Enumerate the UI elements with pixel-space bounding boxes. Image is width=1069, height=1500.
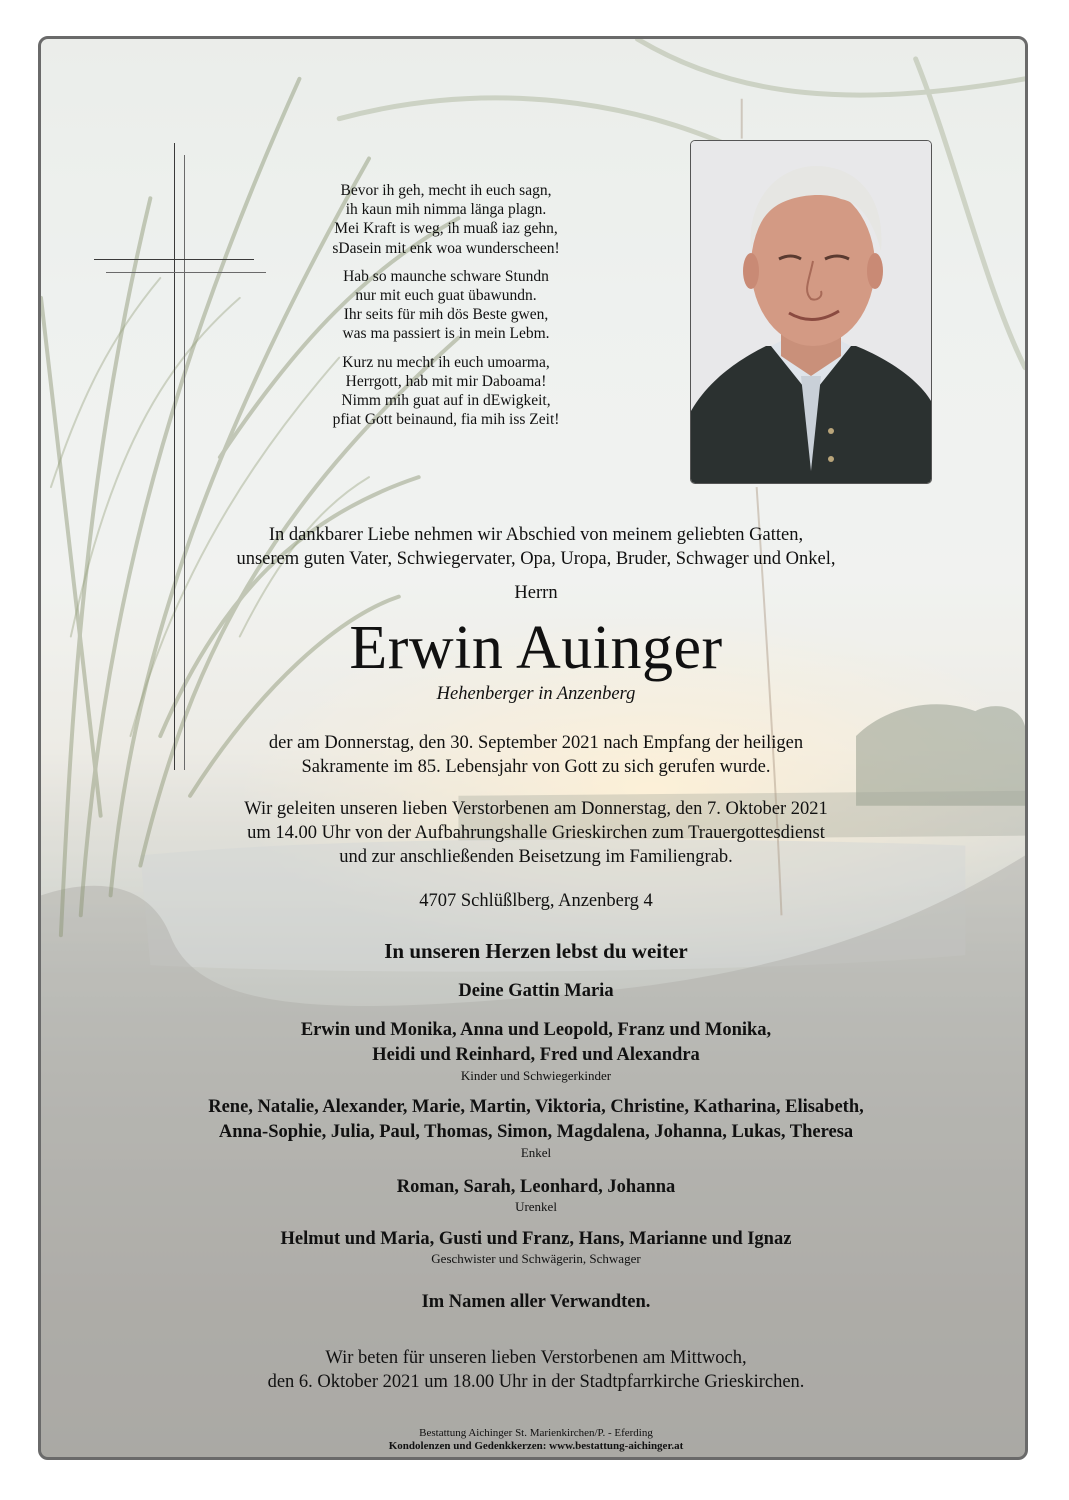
grandchildren-label: Enkel — [520, 1145, 552, 1160]
poem-line: nur mit euch guat übawundn. — [355, 287, 537, 305]
portrait-illustration — [691, 141, 931, 483]
intro-text — [41, 523, 1028, 571]
poem-line: Mei Kraft is weg, ih muaß iaz gehn, — [334, 220, 558, 238]
death-notice-line-2: Sakramente im 85. Lebensjahr von Gott zu sich gerufen wurde. — [301, 757, 771, 777]
children-line-1: Erwin und Monika, Anna und Leopold, Franz und Monika, — [300, 1020, 772, 1040]
death-notice-line-1: der am Donnerstag, den 30. September 2021 nach Empfang der heiligen — [268, 733, 804, 753]
poem-stanza-1 — [281, 181, 611, 258]
motto: In unseren Herzen lebst du weiter — [384, 939, 688, 963]
address: 4707 Schlüßlberg, Anzenberg 4 — [419, 891, 653, 911]
grandchildren-line-2: Anna-Sophie, Julia, Paul, Thomas, Simon, Magdalena, Johanna, Lukas, Theresa — [218, 1122, 854, 1142]
funeral-notice-line-2: um 14.00 Uhr von der Aufbahrungshalle Grieskirchen zum Trauergottesdienst — [247, 823, 825, 843]
mourner-wife: Deine Gattin Maria — [458, 981, 614, 1001]
poem-line: sDasein mit enk woa wunderscheen! — [332, 239, 560, 257]
footer-line-1: Bestattung Aichinger St. Marienkirchen/P. - Eferding — [419, 1427, 653, 1439]
mourner-grandchildren — [41, 1095, 1028, 1161]
prayer-notice-line-2: den 6. Oktober 2021 um 18.00 Uhr in der Stadtpfarrkirche Grieskirchen. — [267, 1372, 805, 1392]
poem-line: Bevor ih geh, mecht ih euch sagn, — [340, 182, 552, 199]
great-grandchildren-line: Roman, Sarah, Leonhard, Johanna — [396, 1177, 676, 1197]
footer-line-2: Kondolenzen und Gedenkkerzen: www.bestattung-aichinger.at — [388, 1440, 684, 1452]
cross-horizontal-line — [94, 259, 254, 260]
funeral-notice-line-1: Wir geleiten unseren lieben Verstorbenen am Donnerstag, den 7. Oktober 2021 — [244, 799, 828, 819]
poem-stanza-3 — [281, 353, 611, 430]
poem-line: Herrgott, hab mit mir Daboama! — [345, 372, 547, 390]
poem-line: ih kaun mih nimma länga plagn. — [345, 201, 547, 219]
portrait-photo — [690, 140, 932, 484]
obituary-card — [38, 36, 1028, 1460]
closing-line: Im Namen aller Verwandten. — [421, 1292, 651, 1312]
poem — [281, 181, 611, 438]
grandchildren-line-1: Rene, Natalie, Alexander, Marie, Martin, Viktoria, Christine, Katharina, Elisabeth, — [208, 1097, 864, 1117]
poem-line: Ihr seits für mih dös Beste gwen, — [343, 306, 549, 324]
intro-line-2: unserem guten Vater, Schwiegervater, Opa, Uropa, Bruder, Schwager und Onkel, — [236, 549, 836, 569]
funeral-notice-line-3: und zur anschließenden Beisetzung im Familiengrab. — [339, 847, 733, 867]
salutation: Herrn — [514, 583, 558, 603]
poem-line: Hab so maunche schware Stundn — [343, 267, 549, 285]
cross-horizontal-line-2 — [106, 272, 266, 273]
great-grandchildren-label: Urenkel — [515, 1199, 557, 1214]
deceased-subtitle: Hehenberger in Anzenberg — [436, 684, 636, 704]
intro-line-1: In dankbarer Liebe nehmen wir Abschied von meinem geliebten Gatten, — [268, 525, 804, 545]
funeral-notice — [41, 797, 1028, 869]
poem-stanza-2 — [281, 267, 611, 344]
death-notice — [41, 731, 1028, 779]
siblings-label: Geschwister und Schwägerin, Schwager — [431, 1251, 641, 1266]
prayer-notice-line-1: Wir beten für unseren lieben Verstorbenen am Mittwoch, — [325, 1348, 747, 1368]
mourner-siblings — [41, 1227, 1028, 1267]
children-label: Kinder und Schwiegerkinder — [460, 1068, 612, 1083]
poem-line: Kurz nu mecht ih euch umoarma, — [342, 353, 550, 371]
footer — [41, 1427, 1028, 1453]
children-line-2: Heidi und Reinhard, Fred und Alexandra — [372, 1045, 700, 1065]
poem-line: was ma passiert is in mein Lebm. — [342, 325, 550, 343]
poem-line: pfiat Gott beinaund, fia mih iss Zeit! — [332, 411, 560, 429]
mourner-children — [41, 1018, 1028, 1084]
deceased-name: Erwin Auinger — [349, 614, 723, 682]
poem-line: Nimm mih guat auf in dEwigkeit, — [341, 392, 551, 410]
mourner-great-grandchildren — [41, 1175, 1028, 1215]
siblings-line: Helmut und Maria, Gusti und Franz, Hans, Marianne und Ignaz — [280, 1229, 792, 1249]
prayer-notice — [41, 1346, 1028, 1394]
